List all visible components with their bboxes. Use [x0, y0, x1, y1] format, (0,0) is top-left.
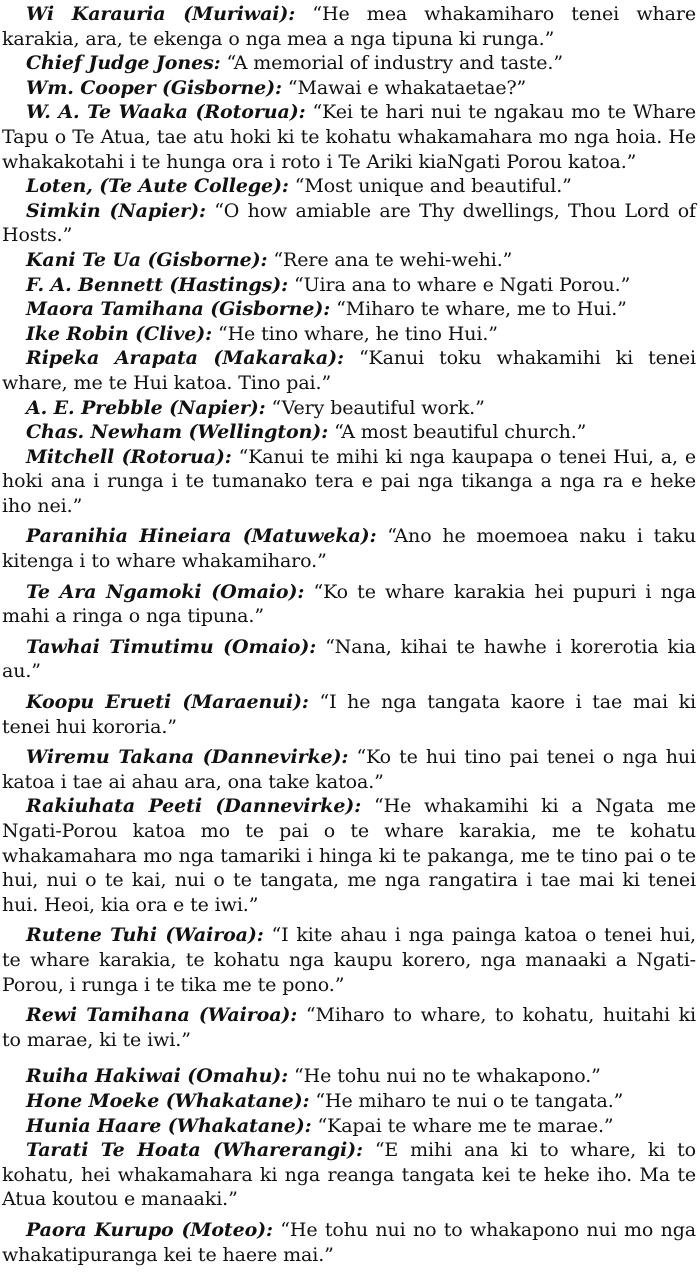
author-name: Rewi Tamihana (Wairoa): — [26, 1004, 298, 1027]
testimonial-entry — [2, 76, 696, 101]
testimonial-entry — [2, 297, 696, 322]
testimonial-quote: “He tino whare, he tino Hui.” — [212, 322, 498, 345]
author-name: Wi Karauria (Muriwai): — [26, 3, 296, 25]
testimonial-quote: “Kapai te whare me te marae.” — [311, 1114, 614, 1137]
testimonial-entry — [2, 2, 696, 51]
testimonial-quote: “Miharo to whare, to kohatu, huitahi ki to marae, ki te iwi.” — [2, 1004, 696, 1051]
testimonial-quote: “Very beautiful work.” — [265, 396, 485, 419]
author-name: Chief Judge Jones: — [26, 52, 221, 75]
author-name: Wm. Cooper (Gisborne): — [26, 76, 282, 99]
author-name: Rutene Tuhi (Wairoa): — [26, 924, 264, 947]
author-name: Paranihia Hineiara (Matuweka): — [26, 525, 377, 548]
testimonial-entry — [2, 322, 696, 347]
testimonial-quote: “He tohu nui no te whakapono.” — [288, 1065, 601, 1088]
testimonial-entry — [2, 1089, 696, 1114]
testimonial-quote: “Miharo te whare, me to Hui.” — [330, 298, 627, 321]
author-name: Chas. Newham (Wellington): — [26, 421, 329, 444]
author-name: Ruiha Hakiwai (Omahu): — [26, 1065, 289, 1088]
author-name: Loten, (Te Aute College): — [26, 175, 289, 198]
author-name: Tarati Te Hoata (Wharerangi): — [26, 1139, 363, 1162]
author-name: Mitchell (Rotorua): — [26, 445, 232, 468]
author-name: Tawhai Timutimu (Omaio): — [26, 635, 317, 658]
author-name: Ike Robin (Clive): — [26, 322, 213, 345]
testimonial-entry — [2, 248, 696, 273]
author-name: Simkin (Napier): — [26, 199, 206, 222]
testimonial-quote: “Uira ana to whare e Ngati Porou.” — [288, 273, 631, 296]
testimonial-quote: “Ko te whare karakia hei pupuri i nga mahi a ringa o nga tipuna.” — [2, 580, 696, 628]
author-name: Hone Moeke (Whakatane): — [26, 1089, 310, 1112]
testimonial-quote: “Most unique and beautiful.” — [288, 175, 572, 198]
testimonial-quote: “E mihi ana ki to whare, ki to kohatu, hei whakamahara ki nga reanga tangata kei te heke iho. Ma te Atua koutou e manaaki.” — [2, 1139, 697, 1211]
author-name: Te Ara Ngamoki (Omaio): — [26, 580, 305, 603]
testimonial-quote: “Ko te hui tino pai tenei o nga hui katoa i tae ai ahau ara, ona take katoa.” — [2, 746, 696, 793]
testimonial-entry — [2, 396, 696, 421]
testimonial-quote: “He miharo te nui o te tangata.” — [309, 1089, 624, 1112]
author-name: Ripeka Arapata (Makaraka): — [26, 347, 344, 370]
author-name: F. A. Bennett (Hastings): — [26, 273, 289, 296]
testimonial-entry — [2, 445, 696, 519]
author-name: Paora Kurupo (Moteo): — [26, 1218, 273, 1241]
testimonial-quote: “A memorial of industry and taste.” — [220, 52, 563, 75]
testimonial-list — [2, 2, 696, 1267]
testimonial-quote: “He mea whakamiharo tenei whare karakia, ara, te ekenga o nga mea a nga tipuna ki runga.” — [2, 3, 696, 50]
author-name: A. E. Prebble (Napier): — [26, 396, 266, 419]
testimonial-entry — [2, 635, 696, 684]
testimonial-entry — [2, 174, 696, 199]
testimonial-entry — [2, 690, 696, 739]
testimonial-quote: “Kanui te mihi ki nga kaupapa o tenei Hui, a, e hoki ana i runga i te tumanako tera e pai nga tikanga a nga ra e heke iho nei.” — [2, 445, 696, 517]
testimonial-quote: “He whakamihi ki a Ngata me Ngati-Porou katoa mo te pai o te whare karakia, me te kohatu whakamahara mo nga tamariki i hinga ki te pakanga, me te tino pai o te hui, nui o te kai, nui o te tangata, me nga rangatira i tae mai ki tenei hui. Heoi, kia ora e te iwi.” — [2, 795, 696, 916]
testimonial-entry — [2, 420, 696, 445]
testimonial-entry — [2, 1003, 696, 1052]
testimonial-entry — [2, 794, 696, 917]
author-name: Hunia Haare (Whakatane): — [26, 1114, 312, 1137]
testimonial-quote: “I kite ahau i nga painga katoa o tenei hui, te whare karakia, te kohatu nga kaupu korero, nga manaaki a Ngati-Porou, i runga i te tika me te pono.” — [2, 924, 696, 996]
testimonial-quote: “Mawai e whakataetae?” — [281, 76, 527, 99]
testimonial-entry — [2, 1064, 696, 1089]
testimonial-quote: “O how amiable are Thy dwellings, Thou Lord of Hosts.” — [2, 199, 696, 247]
testimonial-entry — [2, 1138, 696, 1212]
author-name: Rakiuhata Peeti (Dannevirke): — [26, 795, 362, 818]
author-name: Koopu Erueti (Maraenui): — [26, 691, 309, 714]
author-name: W. A. Te Waaka (Rotorua): — [26, 101, 306, 124]
testimonial-entry — [2, 580, 696, 629]
author-name: Kani Te Ua (Gisborne): — [26, 248, 268, 271]
testimonial-quote: “Nana, kihai te hawhe i korerotia kia au.” — [2, 635, 696, 683]
testimonial-entry — [2, 346, 696, 395]
testimonial-entry — [2, 745, 696, 794]
author-name: Maora Tamihana (Gisborne): — [26, 298, 331, 321]
testimonial-quote: “Rere ana te wehi-wehi.” — [267, 248, 513, 271]
testimonial-entry — [2, 199, 696, 248]
testimonial-entry — [2, 51, 696, 76]
testimonial-entry — [2, 923, 696, 997]
testimonial-entry — [2, 1218, 696, 1267]
testimonial-quote: “A most beautiful church.” — [328, 421, 587, 444]
testimonial-entry — [2, 100, 696, 174]
testimonial-quote: “Kei te hari nui te ngakau mo te Whare Tapu o Te Atua, tae atu hoki ki te kohatu whakamahara mo nga hoia. He whakakotahi i te hunga ora i roto i Te Ariki kiaNgati Porou katoa.” — [2, 101, 696, 173]
testimonial-quote: “Kanui toku whakamihi ki tenei whare, me te Hui katoa. Tino pai.” — [2, 347, 697, 394]
testimonial-entry — [2, 524, 696, 573]
testimonial-quote: “He tohu nui no to whakapono nui mo nga whakatipuranga kei te haere mai.” — [2, 1218, 696, 1266]
testimonial-entry — [2, 1114, 696, 1139]
testimonial-quote: “Ano he moemoea naku i taku kitenga i to whare whakamiharo.” — [2, 525, 696, 573]
testimonial-quote: “I he nga tangata kaore i tae mai ki tenei hui kororia.” — [2, 691, 696, 738]
author-name: Wiremu Takana (Dannevirke): — [26, 746, 349, 769]
testimonial-entry — [2, 273, 696, 298]
